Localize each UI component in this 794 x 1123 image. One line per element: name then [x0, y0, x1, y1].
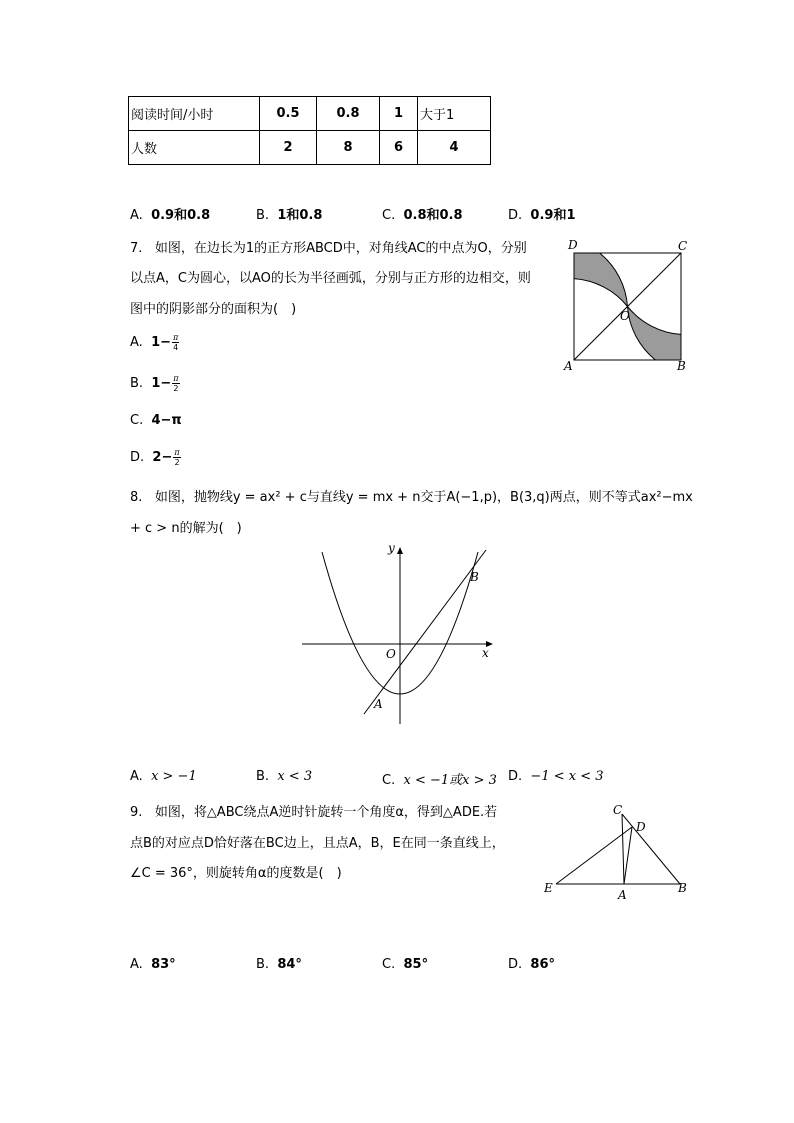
table-row: [129, 97, 491, 131]
option-letter: C.: [382, 773, 396, 788]
q9-line3: ∠C = 36°，则旋转角α的度数是( ): [130, 866, 342, 881]
label-a: A: [374, 697, 383, 711]
q8-line2: + c > n的解为( ): [130, 521, 242, 536]
option-letter: C.: [382, 208, 396, 223]
option-text: 1−: [151, 335, 172, 350]
label-x: x: [482, 646, 489, 660]
label-c: C: [678, 239, 688, 253]
fraction-denominator: 4: [173, 343, 179, 352]
q9-line2: 点B的对应点D恰好落在BC边上，且点A，B，E在同一条直线上，: [130, 836, 505, 851]
fraction-numerator: π: [173, 374, 179, 383]
fraction-denominator: 2: [174, 458, 180, 467]
table-row: [129, 131, 491, 165]
q8-graph-figure: [296, 536, 502, 732]
option-text: x < −1或x > 3: [403, 773, 497, 788]
q7-line3: 图中的阴影部分的面积为( ): [130, 302, 297, 317]
segment-ed: [556, 827, 632, 884]
option-text: 1和0.8: [277, 208, 323, 223]
question-number: 9.: [130, 805, 143, 820]
option-letter: B.: [256, 769, 270, 784]
question-text: 如图，将△ABC绕点A逆时针旋转一个角度α，得到△ADE.若: [154, 805, 498, 820]
option-text: 0.9和0.8: [151, 208, 211, 223]
q9-triangle-figure: [540, 800, 700, 904]
option-text: 83°: [151, 957, 176, 972]
label-e: E: [544, 881, 553, 895]
option-text: 2−: [152, 450, 173, 465]
q8-option-c[interactable]: [382, 769, 497, 788]
q9-option-d[interactable]: [508, 957, 555, 972]
option-text: 85°: [403, 957, 429, 972]
option-letter: A.: [130, 957, 143, 972]
label-b: B: [470, 570, 479, 584]
option-d[interactable]: [508, 204, 576, 223]
q7-option-b[interactable]: [130, 374, 180, 393]
q9-option-c[interactable]: [382, 957, 428, 972]
q8-option-a[interactable]: [130, 769, 197, 784]
label-b: B: [678, 881, 687, 895]
option-letter: D.: [508, 208, 523, 223]
q8-option-b[interactable]: [256, 769, 312, 784]
option-text: −1 < x < 3: [530, 769, 604, 784]
option-b[interactable]: [256, 204, 322, 223]
table-cell: 2: [260, 131, 317, 165]
table-cell: 8: [317, 131, 380, 165]
label-b: B: [677, 359, 686, 373]
label-y: y: [388, 541, 395, 555]
fraction-denominator: 2: [173, 384, 179, 393]
option-letter: D.: [130, 450, 145, 465]
option-letter: A.: [130, 769, 143, 784]
option-c[interactable]: [382, 204, 463, 223]
table-cell: 0.8: [317, 97, 380, 131]
option-letter: B.: [256, 957, 270, 972]
fraction-numerator: π: [173, 333, 179, 342]
q7-square-figure: [560, 236, 700, 376]
option-a[interactable]: [130, 204, 210, 223]
q9-line1: [130, 801, 497, 820]
option-letter: B.: [130, 376, 144, 391]
q7-line2: 以点A，C为圆心，以AO的长为半径画弧，分别与正方形的边相交，则: [130, 271, 531, 286]
label-a: A: [564, 359, 573, 373]
q9-option-b[interactable]: [256, 957, 302, 972]
segment-ca: [622, 814, 624, 884]
fraction: [173, 448, 180, 467]
label-d: D: [636, 820, 646, 834]
option-letter: C.: [130, 413, 144, 428]
q7-option-c[interactable]: [130, 413, 182, 428]
table-header-cell: 人数: [129, 131, 260, 165]
option-letter: D.: [508, 957, 523, 972]
question-number: 7.: [130, 241, 143, 256]
question-text: 如图，在边长为1的正方形ABCD中，对角线AC的中点为O，分别: [154, 241, 527, 256]
option-letter: D.: [508, 769, 523, 784]
option-letter: A.: [130, 335, 143, 350]
label-c: C: [613, 803, 623, 817]
option-text: 0.9和1: [530, 208, 576, 223]
segment-cb: [622, 814, 680, 884]
option-text: x > −1: [151, 769, 197, 784]
option-text: 4−π: [151, 413, 182, 428]
table-cell: 4: [418, 131, 491, 165]
option-text: 84°: [277, 957, 302, 972]
fraction: [172, 333, 179, 352]
label-d: D: [568, 238, 578, 252]
segment-ad: [624, 827, 632, 884]
table-cell: 0.5: [260, 97, 317, 131]
option-text: 0.8和0.8: [403, 208, 463, 223]
option-letter: A.: [130, 208, 143, 223]
q8-line1: [130, 486, 693, 505]
fraction: [172, 374, 179, 393]
reading-time-table: [128, 96, 491, 165]
option-letter: B.: [256, 208, 270, 223]
q7-line1: [130, 237, 527, 256]
q7-option-a[interactable]: [130, 333, 179, 352]
q7-option-d[interactable]: [130, 448, 181, 467]
straight-line: [364, 550, 486, 714]
table-cell: 1: [380, 97, 418, 131]
option-text: 86°: [530, 957, 556, 972]
q9-option-a[interactable]: [130, 957, 176, 972]
question-number: 8.: [130, 490, 143, 505]
label-o: O: [386, 647, 396, 661]
q8-option-d[interactable]: [508, 769, 604, 784]
label-a: A: [618, 888, 627, 902]
question-text: 如图，抛物线y = ax² + c与直线y = mx + n交于A(−1,p)，B(3,q)两点，则不等式ax²−mx: [154, 490, 693, 505]
table-cell: 大于1: [418, 97, 491, 131]
table-cell: 6: [380, 131, 418, 165]
option-text: 1−: [151, 376, 172, 391]
option-text: x < 3: [277, 769, 313, 784]
table-header-cell: 阅读时间/小时: [129, 97, 260, 131]
option-letter: C.: [382, 957, 396, 972]
fraction-numerator: π: [174, 448, 180, 457]
label-o: O: [620, 309, 630, 323]
